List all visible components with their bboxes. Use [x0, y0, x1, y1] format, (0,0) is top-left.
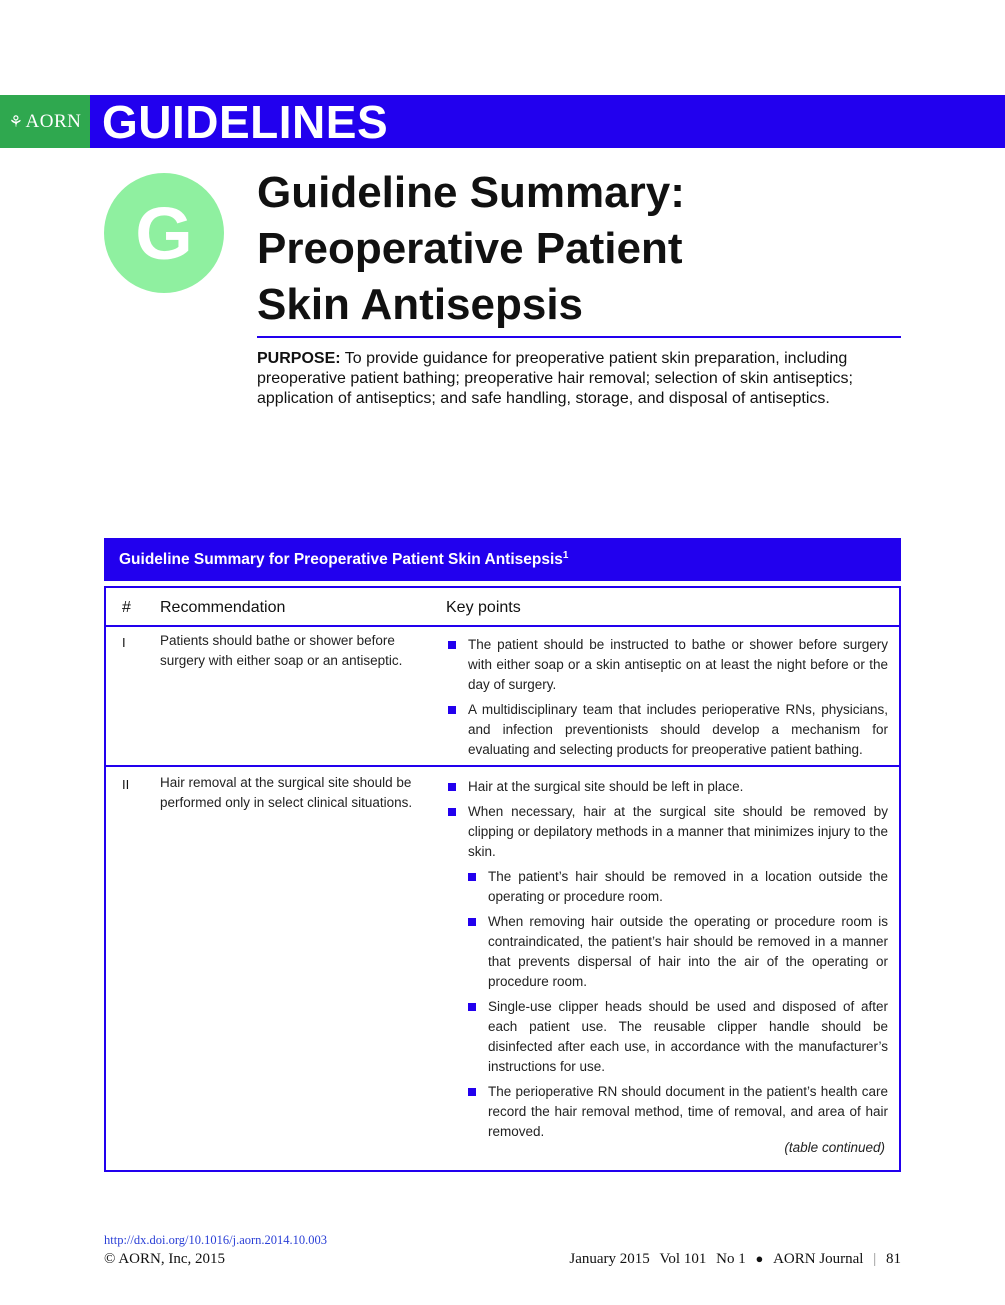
issue-number: No 1	[716, 1251, 746, 1267]
pipe-separator: |	[873, 1251, 877, 1267]
key-point-text: Hair at the surgical site should be left in place.	[468, 779, 744, 794]
bullet-square-icon	[448, 706, 456, 714]
column-header-key-points: Key points	[446, 599, 521, 616]
key-points-list	[446, 635, 888, 765]
issue-date: January 2015	[569, 1251, 650, 1267]
sub-point	[466, 997, 888, 1077]
bullet-square-icon	[448, 808, 456, 816]
table-continued-note: (table continued)	[784, 1140, 885, 1155]
table-row	[106, 767, 899, 1167]
guideline-table	[104, 586, 901, 1172]
bullet-square-icon	[468, 918, 476, 926]
row-number: I	[122, 635, 126, 650]
table-column-headers	[106, 588, 899, 627]
key-points-list	[446, 777, 888, 1147]
sub-point-text: The perioperative RN should document in the patient’s health care record the hair removal method, time of removal, and area of hair removed.	[488, 1084, 888, 1139]
bullet-square-icon	[448, 783, 456, 791]
row-number: II	[122, 777, 130, 792]
title-line-2: Preoperative Patient	[257, 224, 683, 273]
key-point	[446, 700, 888, 760]
purpose-text: To provide guidance for preoperative patient skin preparation, including preoperative patient bathing; preoperative hair removal; selection of skin antiseptics; application of antiseptics; and safe handling, storage, and disposal of antiseptics.	[257, 350, 853, 407]
key-point-text: The patient should be instructed to bathe or shower before surgery with either soap or a skin antiseptic on at least the night before or the day of surgery.	[468, 637, 888, 692]
page-number: 81	[886, 1251, 901, 1267]
table-caption	[119, 550, 568, 569]
bullet-square-icon	[468, 1003, 476, 1011]
page-title	[257, 165, 877, 333]
table-caption-footnote: 1	[562, 549, 569, 561]
bullet-square-icon	[448, 641, 456, 649]
sub-point	[466, 1082, 888, 1142]
key-point-text: A multidisciplinary team that includes perioperative RNs, physicians, and infection preventionists should develop a mechanism for evaluating and selecting products for preoperative patient bathing.	[468, 702, 888, 757]
doi-link[interactable]: http://dx.doi.org/10.1016/j.aorn.2014.10.003	[104, 1233, 328, 1247]
sub-point-text: Single-use clipper heads should be used and disposed of after each patient use. The reusable clipper handle should be disinfected after each use, in accordance with the manufacturer’s instructions for use.	[488, 999, 888, 1074]
sub-point	[466, 912, 888, 992]
bullet-square-icon	[468, 873, 476, 881]
title-line-3: Skin Antisepsis	[257, 280, 584, 329]
guidelines-banner	[90, 95, 1005, 148]
journal-citation	[563, 1251, 901, 1268]
row-recommendation: Patients should bathe or shower before surgery with either soap or an antiseptic.	[160, 633, 403, 668]
copyright: © AORN, Inc, 2015	[104, 1251, 225, 1267]
key-point	[446, 635, 888, 695]
bullet-square-icon	[468, 1088, 476, 1096]
table-row	[106, 625, 899, 767]
aorn-logo-band	[0, 95, 90, 148]
key-point-text: When necessary, hair at the surgical site should be removed by clipping or depilatory methods in a manner that minimizes injury to the skin.	[468, 804, 888, 859]
sub-point	[466, 867, 888, 907]
aorn-logo	[9, 111, 82, 133]
column-header-recommendation: Recommendation	[160, 599, 286, 616]
table-caption-bar	[104, 538, 901, 581]
purpose-paragraph	[257, 349, 901, 409]
key-point	[446, 802, 888, 862]
title-divider	[257, 336, 901, 338]
column-header-number: #	[122, 599, 131, 616]
banner-title: GUIDELINES	[102, 95, 389, 148]
purpose-label: PURPOSE:	[257, 350, 341, 367]
key-point	[446, 777, 888, 797]
aorn-logo-text: AORN	[25, 110, 82, 132]
sub-point-text: When removing hair outside the operating or procedure room is contraindicated, the patient’s hair should be removed in a manner that prevents dispersal of hair into the air of the operating or procedure room.	[488, 914, 888, 989]
table-caption-text: Guideline Summary for Preoperative Patient Skin Antisepsis	[119, 551, 563, 569]
volume: Vol 101	[659, 1251, 707, 1267]
guideline-badge: G	[104, 173, 224, 293]
sub-point-text: The patient’s hair should be removed in a location outside the operating or procedure room.	[488, 869, 888, 904]
row-recommendation: Hair removal at the surgical site should be performed only in select clinical situations.	[160, 775, 413, 810]
aorn-emblem-icon: ⚘	[8, 113, 24, 131]
title-line-1: Guideline Summary:	[257, 168, 685, 217]
journal-name: AORN Journal	[773, 1251, 864, 1267]
bullet-separator: ●	[755, 1251, 764, 1266]
